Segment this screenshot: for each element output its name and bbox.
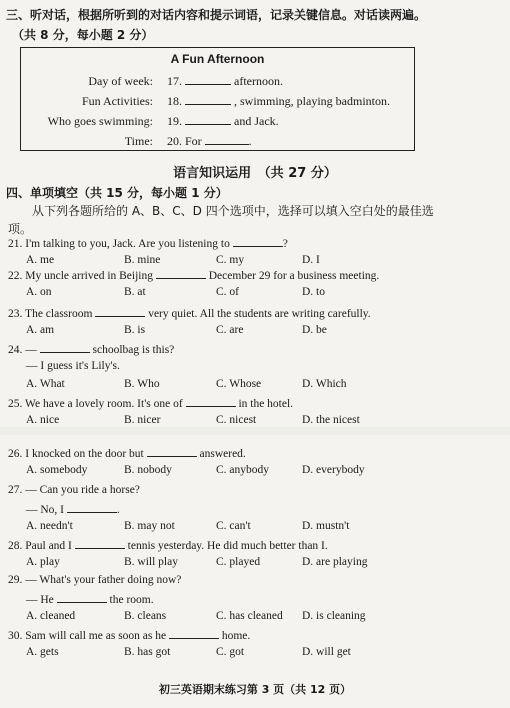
question-stem: [8, 268, 379, 282]
answer-blank[interactable]: [185, 94, 231, 105]
answer-blank[interactable]: [40, 342, 90, 353]
question-text: I'm talking to you, Jack. Are you listening to: [25, 238, 230, 250]
fun-row-value: [167, 74, 283, 89]
page-footer: 初三英语期末练习第 3 页（共 12 页）: [158, 683, 352, 696]
question-number: 25.: [8, 398, 26, 410]
row-text: afternoon.: [234, 74, 283, 88]
question-text: — Can you ride a horse?: [25, 484, 140, 496]
question-text: My uncle arrived in Beijing: [25, 270, 153, 282]
question-text: —: [25, 344, 37, 356]
answer-blank[interactable]: [57, 592, 107, 603]
option-a[interactable]: A. on: [26, 286, 52, 298]
row-text: and Jack.: [234, 114, 279, 128]
section-4-instruction-cont: 项。: [8, 222, 33, 236]
question-text-tail: answered.: [196, 448, 246, 460]
option-b[interactable]: B. mine: [124, 254, 161, 266]
row-text-before: For: [185, 134, 202, 148]
option-c[interactable]: C. got: [216, 646, 245, 658]
fun-afternoon-box: [20, 47, 415, 151]
option-a[interactable]: A. me: [26, 254, 55, 266]
option-d[interactable]: D. everybody: [302, 464, 365, 476]
fun-row-value: [167, 94, 390, 109]
question-stem: [8, 342, 174, 356]
item-number: 17.: [167, 74, 182, 88]
option-a[interactable]: A. nice: [26, 414, 60, 426]
question-text: I knocked on the door but: [25, 448, 144, 460]
fun-row-label: Day of week:: [88, 74, 153, 88]
option-a[interactable]: A. am: [26, 324, 55, 336]
option-b[interactable]: B. nobody: [124, 464, 172, 476]
question-text: Paul and I: [25, 540, 72, 552]
fun-row-swimming: [21, 114, 416, 132]
question-number: 26.: [8, 448, 26, 460]
option-c[interactable]: C. can't: [216, 520, 251, 532]
fun-row-label: Time:: [124, 134, 153, 148]
answer-blank[interactable]: [95, 306, 145, 317]
answer-blank[interactable]: [147, 446, 197, 457]
option-c[interactable]: C. nicest: [216, 414, 257, 426]
question-stem: [8, 484, 140, 496]
question-number: 28.: [8, 540, 26, 552]
answer-blank[interactable]: [205, 134, 249, 145]
question-stem: [8, 446, 246, 460]
option-d[interactable]: D. I: [302, 254, 320, 266]
option-d[interactable]: D. is cleaning: [302, 610, 366, 622]
fun-row-activities: [21, 94, 416, 112]
question-text: The classroom: [25, 308, 93, 320]
question-text-tail: December 29 for a business meeting.: [205, 270, 380, 282]
option-b[interactable]: B. nicer: [124, 414, 161, 426]
item-number: 20.: [167, 134, 182, 148]
option-b[interactable]: B. Who: [124, 378, 160, 390]
question-number: 30.: [8, 630, 26, 642]
section-4-title: 四、单项填空（共 15 分，每小题 1 分）: [6, 186, 228, 200]
answer-blank[interactable]: [185, 74, 231, 85]
question-text-tail: ?: [282, 238, 288, 250]
option-d[interactable]: D. mustn't: [302, 520, 350, 532]
question-text: We have a lovely room. It's one of: [25, 398, 183, 410]
option-a[interactable]: A. gets: [26, 646, 59, 658]
option-a[interactable]: A. needn't: [26, 520, 73, 532]
question-line-2: [26, 502, 120, 516]
option-d[interactable]: D. Which: [302, 378, 347, 390]
answer-blank[interactable]: [233, 236, 283, 247]
question-number: 24.: [8, 344, 26, 356]
option-c[interactable]: C. of: [216, 286, 239, 298]
option-b[interactable]: B. will play: [124, 556, 178, 568]
section-3-score: （共 8 分，每小题 2 分）: [12, 28, 154, 42]
question-number: 21.: [8, 238, 26, 250]
question-stem: [8, 574, 181, 586]
answer-blank[interactable]: [185, 114, 231, 125]
answer-blank[interactable]: [156, 268, 206, 279]
option-b[interactable]: B. is: [124, 324, 146, 336]
question-number: 22.: [8, 270, 26, 282]
option-c[interactable]: C. Whose: [216, 378, 262, 390]
question-number: 23.: [8, 308, 26, 320]
question-text: — What's your father doing now?: [25, 574, 182, 586]
question-text: Sam will call me as soon as he: [25, 630, 167, 642]
fun-row-value: [167, 114, 279, 129]
question-stem: [8, 396, 293, 410]
option-a[interactable]: A. What: [26, 378, 65, 390]
fun-row-label: Fun Activities:: [81, 94, 153, 108]
option-c[interactable]: C. anybody: [216, 464, 270, 476]
option-c[interactable]: C. has cleaned: [216, 610, 283, 622]
question-text-tail: in the hotel.: [235, 398, 294, 410]
option-d[interactable]: D. the nicest: [302, 414, 360, 426]
option-c[interactable]: C. played: [216, 556, 261, 568]
question-text-tail: the room.: [106, 594, 154, 606]
question-text-tail: home.: [218, 630, 251, 642]
option-d[interactable]: D. be: [302, 324, 327, 336]
row-text: .: [248, 134, 252, 148]
question-stem: [8, 538, 328, 552]
question-stem: [8, 236, 288, 250]
scan-divider: [0, 427, 510, 435]
option-a[interactable]: A. cleaned: [26, 610, 76, 622]
question-stem: [8, 628, 250, 642]
fun-row-label: Who goes swimming:: [47, 114, 153, 128]
option-d[interactable]: D. to: [302, 286, 325, 298]
question-text-tail: very quiet. All the students are writing carefully.: [145, 308, 371, 320]
question-number: 29.: [8, 574, 26, 586]
question-number: 27.: [8, 484, 26, 496]
answer-blank[interactable]: [169, 628, 219, 639]
section-4-instruction: 从下列各题所给的 A、B、C、D 四个选项中，选择可以填入空白处的最佳选: [32, 204, 434, 218]
fun-box-title: A Fun Afternoon: [170, 52, 265, 66]
question-text-tail: schoolbag is this?: [89, 344, 175, 356]
answer-blank[interactable]: [67, 502, 117, 513]
question-text-tail: .: [116, 504, 120, 516]
question-stem: [8, 306, 371, 320]
row-text: , swimming, playing badminton.: [234, 94, 390, 108]
answer-blank[interactable]: [186, 396, 236, 407]
fun-row-day: [21, 74, 416, 92]
option-a[interactable]: A. play: [26, 556, 60, 568]
option-b[interactable]: B. cleans: [124, 610, 167, 622]
option-b[interactable]: B. has got: [124, 646, 171, 658]
item-number: 18.: [167, 94, 182, 108]
fun-row-time: [21, 134, 416, 152]
option-d[interactable]: D. are playing: [302, 556, 368, 568]
option-b[interactable]: B. at: [124, 286, 146, 298]
option-c[interactable]: C. my: [216, 254, 245, 266]
item-number: 19.: [167, 114, 182, 128]
question-text: — I guess it's Lily's.: [26, 360, 120, 372]
question-line-2: [26, 592, 154, 606]
option-c[interactable]: C. are: [216, 324, 244, 336]
answer-blank[interactable]: [75, 538, 125, 549]
question-line-2: [26, 360, 120, 372]
option-a[interactable]: A. somebody: [26, 464, 88, 476]
option-b[interactable]: B. may not: [124, 520, 175, 532]
question-text: — No, I: [26, 504, 65, 516]
question-text: — He: [26, 594, 54, 606]
question-text-tail: tennis yesterday. He did much better than I.: [124, 540, 328, 552]
language-section-title: 语言知识运用 （共 27 分）: [173, 166, 337, 181]
section-3-title: 三、听对话，根据所听到的对话内容和提示词语，记录关键信息。对话读两遍。: [6, 8, 427, 22]
option-d[interactable]: D. will get: [302, 646, 351, 658]
fun-row-value: [167, 134, 252, 149]
